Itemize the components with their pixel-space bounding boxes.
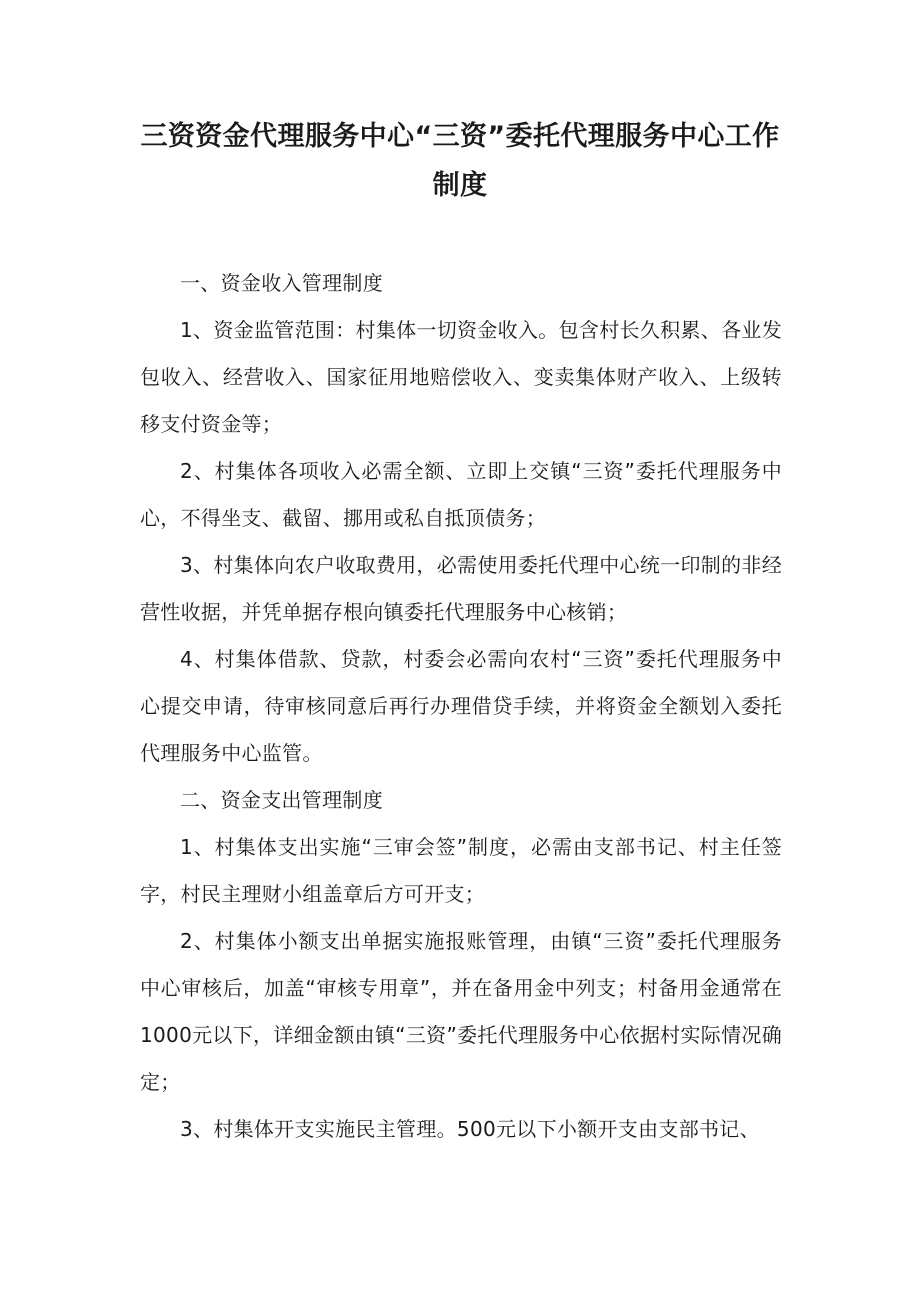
- paragraph-expense-3: 3、村集体开支实施民主管理。500元以下小额开支由支部书记、: [180, 1117, 760, 1141]
- section-heading-expense: 二、资金支出管理制度: [180, 788, 383, 812]
- paragraph-income-4: 4、村集体借款、贷款，村委会必需向农村“三资”委托代理服务中心提交申请，待审核同意后再行办理借贷手续，并将资金全额划入委托代理服务中心监管。: [140, 647, 782, 765]
- paragraph-income-3: 3、村集体向农户收取费用，必需使用委托代理中心统一印制的非经营性收据，并凭单据存根向镇委托代理服务中心核销；: [140, 553, 782, 624]
- document-title: 三资资金代理服务中心“三资”委托代理服务中心工作制度: [140, 121, 780, 201]
- paragraph-expense-1: 1、村集体支出实施“三审会签”制度，必需由支部书记、村主任签字，村民主理财小组盖章后方可开支；: [140, 835, 782, 906]
- paragraph-income-2: 2、村集体各项收入必需全额、立即上交镇“三资”委托代理服务中心，不得坐支、截留、挪用或私自抵顶债务；: [140, 459, 782, 530]
- paragraph-income-1: 1、资金监管范围：村集体一切资金收入。包含村长久积累、各业发包收入、经营收入、国家征用地赔偿收入、变卖集体财产收入、上级转移支付资金等；: [140, 318, 782, 436]
- document-body: [140, 260, 782, 1153]
- paragraph-expense-2: 2、村集体小额支出单据实施报账管理，由镇“三资”委托代理服务中心审核后，加盖“审核专用章”，并在备用金中列支；村备用金通常在1000元以下，详细金额由镇“三资”委托代理服务中心依据村实际情况确定；: [140, 929, 782, 1094]
- section-heading-income: 一、资金收入管理制度: [180, 271, 383, 295]
